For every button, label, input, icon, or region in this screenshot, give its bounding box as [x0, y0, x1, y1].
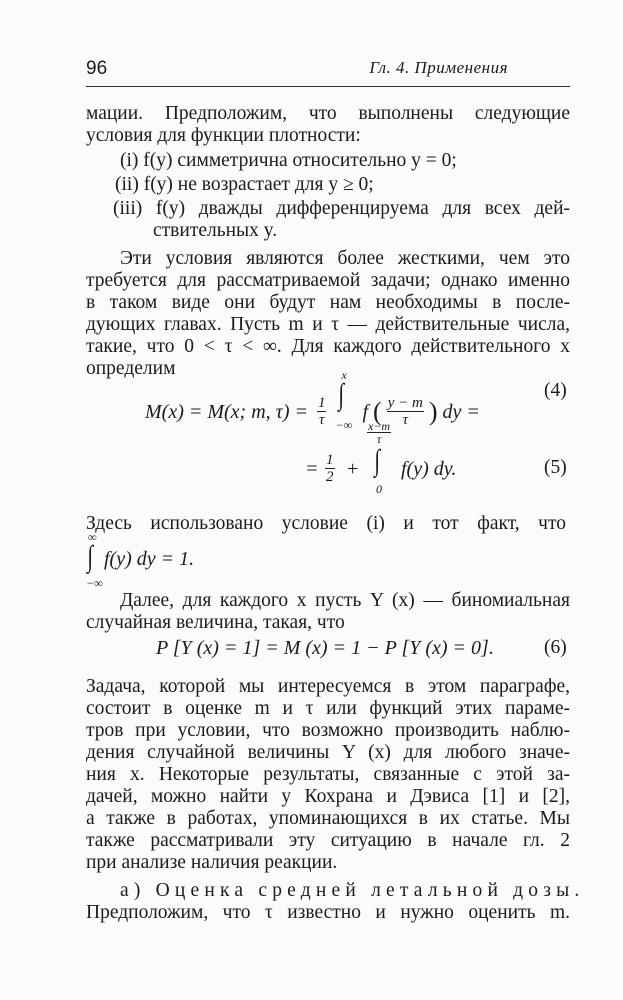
- text-line: Эти условия являются более жесткими, чем это: [120, 248, 570, 269]
- text-line: определим: [86, 358, 176, 379]
- integral-lower-limit: −∞: [86, 576, 103, 590]
- text-line: при анализе наличия реакции.: [86, 852, 338, 873]
- fraction-denominator: τ: [402, 411, 408, 428]
- eq5-body: f(y) dy.: [401, 458, 457, 480]
- fraction-denominator: τ: [376, 432, 382, 446]
- text-line: Задача, которой мы интересуемся в этом параграфе,: [86, 676, 570, 697]
- integral-lower-limit: −∞: [335, 418, 353, 432]
- text-line: условия для функции плотности:: [86, 125, 361, 146]
- running-title: Гл. 4. Применения: [369, 58, 508, 77]
- text-line: такие, что 0 < τ < ∞. Для каждого действительного x: [86, 336, 570, 357]
- text-line: Здесь использовано условие (i) и тот факт, что: [86, 513, 566, 534]
- text-line: мации. Предположим, что выполнены следующие: [86, 103, 570, 124]
- eq5-upper-limit: [367, 420, 391, 445]
- integral-lower-limit: 0: [376, 482, 382, 496]
- eq4-fraction: [317, 395, 327, 428]
- text-line: требуется для рассматриваемой задачи; однако именно: [86, 270, 570, 291]
- fraction-denominator: 2: [326, 469, 334, 485]
- condition-3-cont: ствительных y.: [153, 220, 278, 241]
- fraction-numerator: x−m: [368, 419, 391, 433]
- fraction-numerator: y − m: [387, 394, 423, 411]
- text-line: а также в работах, упоминающихся в их статье. Мы: [86, 808, 570, 829]
- text-line: Предположим, что τ известно и нужно оценить m.: [86, 902, 570, 923]
- equation-4: M(x) = M(x; m, τ) = $\frac{1}{\tau}$ ∫ x −∞ f ( $\frac{y - m}{\tau}$ ) dy =: [145, 368, 480, 432]
- text-line: тров при условии, что возможно производить наблю-: [86, 720, 570, 741]
- eq4-lhs: M(x) = M(x; m, τ) =: [145, 401, 308, 423]
- fraction-numerator: 1: [317, 394, 326, 411]
- fraction-denominator: τ: [319, 411, 325, 428]
- condition-1: (i) f(y) симметрична относительно y = 0;: [120, 150, 457, 171]
- eq4-function: f: [362, 401, 369, 423]
- equation-6: P [Y (x) = 1] = M (x) = 1 − P [Y (x) = 0].: [156, 637, 494, 659]
- page-number: 96: [86, 58, 108, 79]
- eq5-plus: +: [347, 458, 359, 480]
- text-line: ния x. Некоторые результаты, связанные с этой за-: [86, 764, 570, 785]
- eq4-inner-fraction: [387, 395, 424, 428]
- header-rule: [86, 86, 570, 87]
- equation-number-5: (5): [544, 457, 567, 478]
- equation-number-4: (4): [544, 380, 567, 401]
- eq5-fraction: [325, 452, 335, 485]
- integral-body: f(y) dy = 1.: [104, 548, 195, 570]
- integral-upper-limit: ∞: [88, 530, 97, 544]
- eq4-rhs: dy =: [442, 401, 480, 423]
- text-line: дения случайной величины Y (x) для любого значе-: [86, 742, 570, 763]
- condition-3: (iii) f(y) дважды дифференцируема для всех дей-: [113, 198, 570, 219]
- integral-sign: ∫ x −∞: [335, 368, 353, 432]
- text-line: в таком виде они будут нам необходимы в после-: [86, 292, 570, 313]
- text-line: Далее, для каждого x пусть Y (x) — биномиальная: [120, 590, 570, 611]
- text-line: состоит в оценке m и τ или функций этих параме-: [86, 698, 570, 719]
- section-heading-line: а) Оценка средней летальной дозы.: [120, 880, 585, 901]
- eq5-equals: =: [305, 458, 319, 480]
- condition-2: (ii) f(y) не возрастает для y ≥ 0;: [115, 174, 374, 195]
- page-header: [86, 58, 570, 84]
- text-line: дачей, можно найти у Кохрана и Дэвиса [1] и [2],: [86, 786, 570, 807]
- book-page: 96 Гл. 4. Применения мации. Предположим, что выполнены следующие условия для функции плотности: (i) f(y) симметрична относительно y = 0; (ii) f(y) не возрастает для y ≥ 0; (iii) f(y) дважды дифференцируема для всех дей- ствительных y. Эти условия являются более жесткими, чем это требуется для рассматриваемой задачи; однако именно в таком виде они будут нам необходимы в после- дующих главах. Пусть m и τ — действительные числа, такие, что 0 < τ < ∞. Для каждого действительного x определим M(x) = M(x; m, τ) = $\frac{1}{\tau}$ ∫ x −∞ f ( $\frac{y - m}{\tau}$ ) dy = (4) = $\frac{1}{2}$ + $\frac{x-m}{\tau}$ ∫ 0 f(y) dy. (5) Здесь использовано условие (i) и тот факт, что ∞ ∫ −∞ f(y) dy = 1. Далее, для каждого x пусть Y (x) — биномиальная случайная величина, такая, что P [Y (x) = 1] = M (x) = 1 − P [Y (x) = 0]. (6) Задача, которой мы интересуемся в этом параграфе, состоит в оценке m и τ или функций этих параме- тров при условии, что возможно производить наблю- дения случайной величины Y (x) для любого значе- ния x. Некоторые результаты, связанные с этой за- дачей, можно найти у Кохрана и Дэвиса [1] и [2], а также в работах, упоминающихся в их статье. Мы также рассматривали эту ситуацию в начале гл. 2 при анализе наличия реакции. а) Оценка средней летальной дозы. Предположим, что τ известно и нужно оценить m.: [86, 58, 585, 923]
- text-line: также рассматривали эту ситуацию в начале гл. 2: [86, 830, 570, 851]
- fraction-numerator: 1: [326, 452, 334, 468]
- equation-number-6: (6): [544, 637, 567, 658]
- integral-upper-limit: x: [341, 368, 347, 382]
- text-line: случайная величина, такая, что: [86, 612, 345, 633]
- text-line: дующих главах. Пусть m и τ — действительные числа,: [86, 314, 570, 335]
